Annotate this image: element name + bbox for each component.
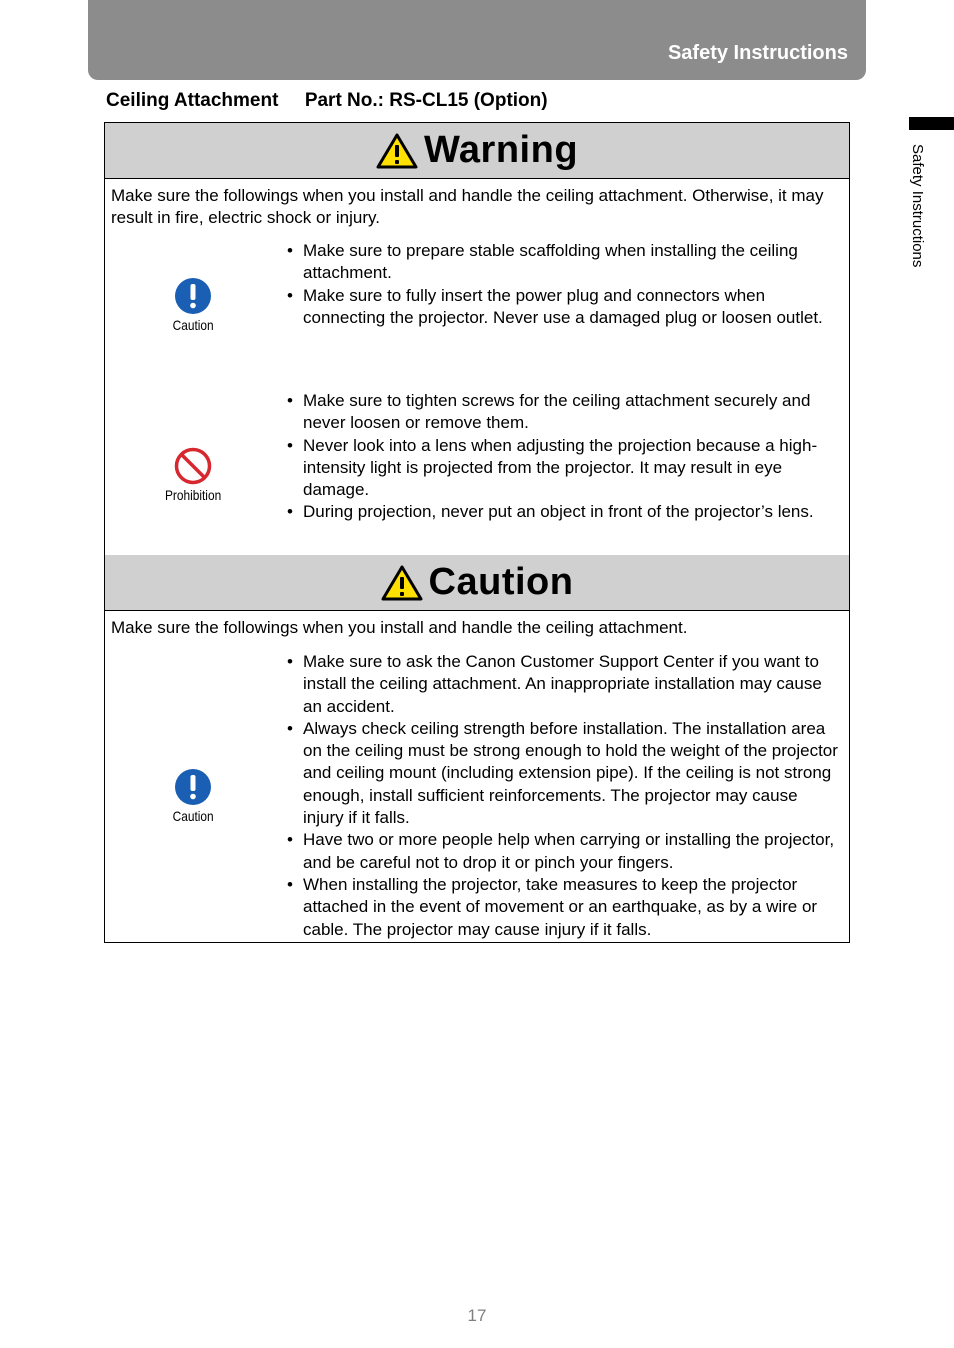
list-item: • Never look into a lens when adjusting the projection because a high-intensity light is projected from the projector. It may result in eye damage. (281, 435, 841, 502)
list-item: • Make sure to prepare stable scaffolding when installing the ceiling attachment. (281, 240, 841, 285)
caution-intro: Make sure the followings when you install and handle the ceiling attachment. (111, 618, 688, 637)
warning-caution-row (105, 240, 849, 390)
exclamation-circle-icon (174, 277, 212, 315)
prohibition-icon-label: Prohibition (164, 487, 222, 503)
side-tab-marker (909, 117, 954, 130)
warning-header (105, 123, 849, 179)
list-item: • Make sure to fully insert the power plug and connectors when connecting the projector. Never use a damaged plug or loosen outlet. (281, 285, 841, 330)
prohibition-icon-cell (105, 390, 281, 550)
warning-box (104, 122, 850, 556)
exclamation-circle-icon (174, 768, 212, 806)
warning-triangle-icon (376, 133, 418, 169)
warning-prohibition-text (281, 390, 849, 550)
page-number: 17 (467, 1306, 487, 1325)
caution-header (105, 555, 849, 611)
warning-title: Warning (423, 129, 579, 171)
list-item: • Make sure to ask the Canon Customer Support Center if you want to install the ceiling attachment. An inappropriate installation may cause an accident. (281, 651, 841, 718)
caution-icon-label: Caution (172, 807, 214, 824)
caution-title: Caution (428, 561, 574, 603)
warning-triangle-icon (381, 565, 423, 601)
list-item: • During projection, never put an object in front of the projector’s lens. (281, 501, 841, 523)
header-title: Safety Instructions (667, 42, 848, 64)
prohibition-icon (174, 447, 212, 485)
section-heading: Ceiling Attachment Part No.: RS-CL15 (Option) (106, 90, 548, 111)
side-tab-label: Safety Instructions (909, 144, 926, 268)
list-item: • Always check ceiling strength before installation. The installation area on the ceiling must be strong enough to hold the weight of the projector and ceiling mount (including extension pipe). If the ceiling is not strong enough, install sufficient reinforcements. The projector may cause injury if it falls. (281, 718, 841, 829)
caution-caution-row (105, 651, 849, 941)
caution-icon-label: Caution (172, 317, 214, 333)
list-item: • When installing the projector, take measures to keep the projector attached in the event of movement or an earthquake, as by a wire or cable. The projector may cause injury if it falls. (281, 874, 841, 941)
caution-caution-text (281, 651, 849, 941)
warning-caution-text (281, 240, 849, 390)
list-item: • Have two or more people help when carrying or installing the projector, and be careful not to drop it or pinch your fingers. (281, 829, 841, 874)
warning-intro: Make sure the followings when you install and handle the ceiling attachment. Otherwise, it may result in fire, electric shock or injury. (111, 186, 824, 227)
list-item: • Make sure to tighten screws for the ceiling attachment securely and never loosen or remove them. (281, 390, 841, 435)
caution-icon-cell (105, 240, 281, 390)
header-bar (88, 0, 866, 80)
caution-box (104, 555, 850, 943)
warning-prohibition-row (105, 390, 849, 550)
caution-icon-cell (105, 651, 281, 941)
